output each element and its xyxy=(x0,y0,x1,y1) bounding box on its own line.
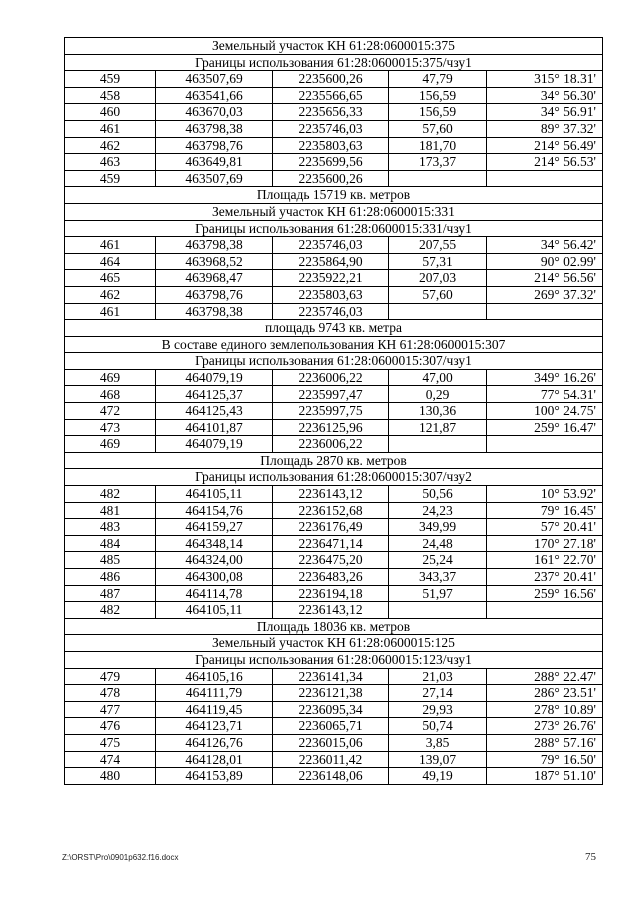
table-row xyxy=(65,502,603,519)
coord-y: 2236194,18 xyxy=(273,585,389,602)
coord-x: 464348,14 xyxy=(156,535,273,552)
distance xyxy=(389,170,487,187)
coord-x: 463649,81 xyxy=(156,154,273,171)
bearing: 259° 16.56' xyxy=(487,585,603,602)
bearing: 161° 22.70' xyxy=(487,552,603,569)
table-row xyxy=(65,668,603,685)
bearing: 79° 16.45' xyxy=(487,502,603,519)
table-row xyxy=(65,369,603,386)
section-header-row xyxy=(65,452,603,469)
point-number: 487 xyxy=(65,585,156,602)
point-number: 478 xyxy=(65,685,156,702)
coord-y: 2235600,26 xyxy=(273,170,389,187)
coord-x: 463968,47 xyxy=(156,270,273,287)
distance: 47,00 xyxy=(389,369,487,386)
point-number: 475 xyxy=(65,734,156,751)
coord-y: 2235746,03 xyxy=(273,237,389,254)
distance: 3,85 xyxy=(389,734,487,751)
bearing xyxy=(487,436,603,453)
coord-y: 2235699,56 xyxy=(273,154,389,171)
point-number: 469 xyxy=(65,369,156,386)
bearing xyxy=(487,303,603,320)
bearing: 90° 02.99' xyxy=(487,253,603,270)
point-number: 462 xyxy=(65,286,156,303)
table-row xyxy=(65,535,603,552)
table-row xyxy=(65,303,603,320)
coord-x: 464125,37 xyxy=(156,386,273,403)
distance: 207,03 xyxy=(389,270,487,287)
point-number: 486 xyxy=(65,569,156,586)
coord-y: 2235656,33 xyxy=(273,104,389,121)
coord-x: 464079,19 xyxy=(156,369,273,386)
table-row xyxy=(65,718,603,735)
distance: 27,14 xyxy=(389,685,487,702)
coord-x: 464105,11 xyxy=(156,602,273,619)
coord-y: 2236011,42 xyxy=(273,751,389,768)
coord-x: 464105,16 xyxy=(156,668,273,685)
point-number: 473 xyxy=(65,419,156,436)
coord-x: 464123,71 xyxy=(156,718,273,735)
table-row xyxy=(65,751,603,768)
coord-x: 464126,76 xyxy=(156,734,273,751)
coord-x: 464128,01 xyxy=(156,751,273,768)
distance: 156,59 xyxy=(389,104,487,121)
bearing: 57° 20.41' xyxy=(487,519,603,536)
table-row xyxy=(65,585,603,602)
section-header: Площадь 15719 кв. метров xyxy=(65,187,603,204)
section-header: В составе единого землепользования КН 61:28:0600015:307 xyxy=(65,336,603,353)
section-header: Площадь 2870 кв. метров xyxy=(65,452,603,469)
table-row xyxy=(65,120,603,137)
point-number: 482 xyxy=(65,486,156,503)
coord-x: 463798,38 xyxy=(156,120,273,137)
coord-y: 2236125,96 xyxy=(273,419,389,436)
bearing: 100° 24.75' xyxy=(487,403,603,420)
distance: 57,60 xyxy=(389,286,487,303)
bearing: 288° 57.16' xyxy=(487,734,603,751)
point-number: 459 xyxy=(65,170,156,187)
bearing: 89° 37.32' xyxy=(487,120,603,137)
point-number: 463 xyxy=(65,154,156,171)
table-row xyxy=(65,237,603,254)
point-number: 477 xyxy=(65,701,156,718)
coord-x: 464300,08 xyxy=(156,569,273,586)
distance: 24,23 xyxy=(389,502,487,519)
table-body xyxy=(65,38,603,785)
point-number: 464 xyxy=(65,253,156,270)
table-row xyxy=(65,768,603,785)
bearing: 34° 56.91' xyxy=(487,104,603,121)
distance: 343,37 xyxy=(389,569,487,586)
distance: 139,07 xyxy=(389,751,487,768)
coord-x: 464111,79 xyxy=(156,685,273,702)
coord-y: 2235997,75 xyxy=(273,403,389,420)
distance: 156,59 xyxy=(389,87,487,104)
table-row xyxy=(65,253,603,270)
point-number: 465 xyxy=(65,270,156,287)
distance: 50,56 xyxy=(389,486,487,503)
distance: 181,70 xyxy=(389,137,487,154)
point-number: 483 xyxy=(65,519,156,536)
coord-y: 2236475,20 xyxy=(273,552,389,569)
point-number: 469 xyxy=(65,436,156,453)
table-row xyxy=(65,71,603,88)
section-header-row xyxy=(65,651,603,668)
distance: 21,03 xyxy=(389,668,487,685)
coord-x: 463798,76 xyxy=(156,137,273,154)
section-header: Границы использования 61:28:0600015:123/чзу1 xyxy=(65,651,603,668)
section-header: площадь 9743 кв. метра xyxy=(65,320,603,337)
point-number: 461 xyxy=(65,120,156,137)
distance: 121,87 xyxy=(389,419,487,436)
distance: 49,19 xyxy=(389,768,487,785)
coord-y: 2236006,22 xyxy=(273,369,389,386)
table-row xyxy=(65,569,603,586)
bearing: 34° 56.30' xyxy=(487,87,603,104)
section-header-row xyxy=(65,320,603,337)
coord-y: 2236095,34 xyxy=(273,701,389,718)
section-header: Земельный участок КН 61:28:0600015:125 xyxy=(65,635,603,652)
section-header: Границы использования 61:28:0600015:307/чзу1 xyxy=(65,353,603,370)
bearing: 79° 16.50' xyxy=(487,751,603,768)
table-row xyxy=(65,519,603,536)
distance: 50,74 xyxy=(389,718,487,735)
bearing: 273° 26.76' xyxy=(487,718,603,735)
distance: 57,31 xyxy=(389,253,487,270)
point-number: 481 xyxy=(65,502,156,519)
bearing: 214° 56.49' xyxy=(487,137,603,154)
point-number: 460 xyxy=(65,104,156,121)
distance: 0,29 xyxy=(389,386,487,403)
point-number: 472 xyxy=(65,403,156,420)
table-row xyxy=(65,104,603,121)
section-header-row xyxy=(65,54,603,71)
point-number: 458 xyxy=(65,87,156,104)
section-header-row xyxy=(65,469,603,486)
point-number: 461 xyxy=(65,237,156,254)
point-number: 476 xyxy=(65,718,156,735)
section-header: Границы использования 61:28:0600015:375/чзу1 xyxy=(65,54,603,71)
section-header-row xyxy=(65,203,603,220)
page-number: 75 xyxy=(585,851,596,863)
section-header: Площадь 18036 кв. метров xyxy=(65,618,603,635)
section-header: Земельный участок КН 61:28:0600015:375 xyxy=(65,38,603,55)
section-header: Земельный участок КН 61:28:0600015:331 xyxy=(65,203,603,220)
table-row xyxy=(65,403,603,420)
point-number: 484 xyxy=(65,535,156,552)
coord-x: 464324,00 xyxy=(156,552,273,569)
coord-y: 2236141,34 xyxy=(273,668,389,685)
section-header-row xyxy=(65,38,603,55)
bearing: 187° 51.10' xyxy=(487,768,603,785)
table-row xyxy=(65,419,603,436)
section-header-row xyxy=(65,635,603,652)
table-row xyxy=(65,87,603,104)
table-row xyxy=(65,154,603,171)
coord-y: 2235746,03 xyxy=(273,303,389,320)
coord-y: 2236006,22 xyxy=(273,436,389,453)
bearing: 77° 54.31' xyxy=(487,386,603,403)
table-row xyxy=(65,286,603,303)
distance: 57,60 xyxy=(389,120,487,137)
section-header: Границы использования 61:28:0600015:307/чзу2 xyxy=(65,469,603,486)
distance: 47,79 xyxy=(389,71,487,88)
coord-y: 2235803,63 xyxy=(273,137,389,154)
table-row xyxy=(65,602,603,619)
coord-x: 464125,43 xyxy=(156,403,273,420)
coord-y: 2235922,21 xyxy=(273,270,389,287)
coord-y: 2236176,49 xyxy=(273,519,389,536)
distance: 25,24 xyxy=(389,552,487,569)
distance: 130,36 xyxy=(389,403,487,420)
coord-y: 2235566,65 xyxy=(273,87,389,104)
bearing: 237° 20.41' xyxy=(487,569,603,586)
coord-x: 464154,76 xyxy=(156,502,273,519)
coordinates-table xyxy=(64,37,603,785)
coord-y: 2236148,06 xyxy=(273,768,389,785)
coord-x: 464114,78 xyxy=(156,585,273,602)
section-header-row xyxy=(65,187,603,204)
distance: 349,99 xyxy=(389,519,487,536)
coord-y: 2235997,47 xyxy=(273,386,389,403)
coord-y: 2236143,12 xyxy=(273,486,389,503)
distance xyxy=(389,436,487,453)
bearing: 286° 23.51' xyxy=(487,685,603,702)
coord-y: 2235803,63 xyxy=(273,286,389,303)
bearing: 349° 16.26' xyxy=(487,369,603,386)
coord-x: 463968,52 xyxy=(156,253,273,270)
coord-x: 463798,76 xyxy=(156,286,273,303)
distance: 51,97 xyxy=(389,585,487,602)
bearing: 214° 56.53' xyxy=(487,154,603,171)
section-header-row xyxy=(65,220,603,237)
coord-y: 2236065,71 xyxy=(273,718,389,735)
point-number: 474 xyxy=(65,751,156,768)
coord-y: 2236483,26 xyxy=(273,569,389,586)
coord-y: 2236152,68 xyxy=(273,502,389,519)
bearing: 10° 53.92' xyxy=(487,486,603,503)
coord-x: 463670,03 xyxy=(156,104,273,121)
coord-x: 463507,69 xyxy=(156,71,273,88)
section-header-row xyxy=(65,336,603,353)
table-row xyxy=(65,170,603,187)
table-row xyxy=(65,270,603,287)
point-number: 459 xyxy=(65,71,156,88)
distance: 207,55 xyxy=(389,237,487,254)
distance: 29,93 xyxy=(389,701,487,718)
distance xyxy=(389,303,487,320)
coord-x: 464101,87 xyxy=(156,419,273,436)
section-header-row xyxy=(65,353,603,370)
coord-y: 2235864,90 xyxy=(273,253,389,270)
coord-y: 2236143,12 xyxy=(273,602,389,619)
coord-x: 464105,11 xyxy=(156,486,273,503)
coord-y: 2235600,26 xyxy=(273,71,389,88)
coord-x: 464153,89 xyxy=(156,768,273,785)
coord-x: 463798,38 xyxy=(156,237,273,254)
coord-x: 463541,66 xyxy=(156,87,273,104)
bearing: 170° 27.18' xyxy=(487,535,603,552)
coord-x: 463507,69 xyxy=(156,170,273,187)
bearing xyxy=(487,170,603,187)
bearing: 214° 56.56' xyxy=(487,270,603,287)
section-header-row xyxy=(65,618,603,635)
footer-file-path: Z:\ORST\Pro\0901p632.f16.docx xyxy=(62,853,179,862)
table-row xyxy=(65,137,603,154)
point-number: 485 xyxy=(65,552,156,569)
coord-y: 2236471,14 xyxy=(273,535,389,552)
coord-x: 464159,27 xyxy=(156,519,273,536)
distance: 173,37 xyxy=(389,154,487,171)
point-number: 461 xyxy=(65,303,156,320)
table-row xyxy=(65,701,603,718)
distance: 24,48 xyxy=(389,535,487,552)
table-row xyxy=(65,436,603,453)
coord-x: 463798,38 xyxy=(156,303,273,320)
section-header: Границы использования 61:28:0600015:331/чзу1 xyxy=(65,220,603,237)
bearing: 269° 37.32' xyxy=(487,286,603,303)
point-number: 482 xyxy=(65,602,156,619)
bearing: 34° 56.42' xyxy=(487,237,603,254)
table-row xyxy=(65,685,603,702)
table-row xyxy=(65,486,603,503)
coord-x: 464119,45 xyxy=(156,701,273,718)
point-number: 468 xyxy=(65,386,156,403)
coord-x: 464079,19 xyxy=(156,436,273,453)
table-row xyxy=(65,552,603,569)
coord-y: 2235746,03 xyxy=(273,120,389,137)
bearing: 259° 16.47' xyxy=(487,419,603,436)
bearing: 315° 18.31' xyxy=(487,71,603,88)
coord-y: 2236015,06 xyxy=(273,734,389,751)
bearing: 278° 10.89' xyxy=(487,701,603,718)
point-number: 462 xyxy=(65,137,156,154)
bearing xyxy=(487,602,603,619)
table-row xyxy=(65,386,603,403)
table-row xyxy=(65,734,603,751)
distance xyxy=(389,602,487,619)
point-number: 479 xyxy=(65,668,156,685)
coord-y: 2236121,38 xyxy=(273,685,389,702)
bearing: 288° 22.47' xyxy=(487,668,603,685)
point-number: 480 xyxy=(65,768,156,785)
